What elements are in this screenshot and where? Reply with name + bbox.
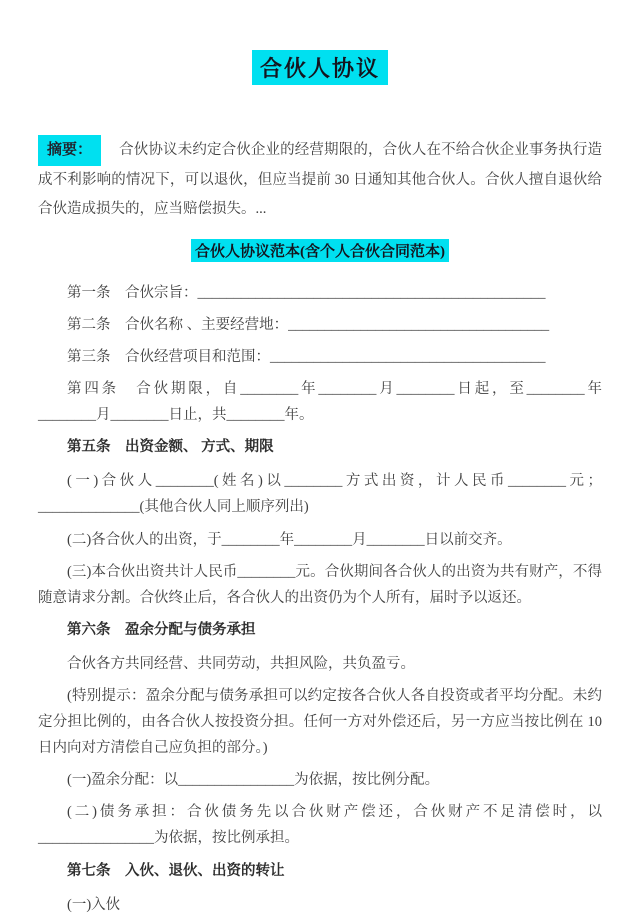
document-title-row: [38, 50, 602, 85]
summary-text: 合伙协议未约定合伙企业的经营期限的，合伙人在不给合伙企业事务执行造成不利影响的情况下，可以退伙，但应当提前 30 日通知其他合伙人。合伙人擅自退伙给合伙造成损失的，应当赔偿损失。...: [38, 142, 602, 217]
para-item-7-1: (一)入伙: [67, 896, 121, 913]
para-item-5-2: (二)各合伙人的出资，于________年________月________日以前交齐。: [67, 531, 512, 548]
para-item-6-1: (一)盈余分配：以________________为依据，按比例分配。: [67, 772, 440, 789]
para-clause-4: 第四条 合伙期限，自________年________月________日起，至________年________月________日止，共________年。: [38, 381, 602, 424]
heading-article-6: 第六条 盈余分配与债务承担: [67, 621, 256, 638]
summary-label: 摘要：: [38, 135, 101, 166]
para-clause-1: 第一条 合伙宗旨：________________________________________________: [67, 284, 546, 301]
document-title: 合伙人协议: [252, 50, 388, 85]
document-subtitle-row: [38, 239, 602, 262]
para-clause-2: 第二条 合伙名称 、主要经营地：____________________________________: [67, 316, 550, 333]
para-clause-3: 第三条 合伙经营项目和范围：______________________________________: [67, 348, 546, 365]
heading-article-5: 第五条 出资金额、 方式、期限: [67, 439, 274, 456]
document-subtitle: 合伙人协议范本(含个人合伙合同范本): [191, 239, 449, 262]
para-body-6-1: 合伙各方共同经营、共同劳动，共担风险，共负盈亏。: [67, 655, 415, 672]
para-item-5-1: (一)合伙人________(姓名)以________方式出资，计人民币________元；______________(其他合伙人同上顺序列出): [38, 473, 602, 516]
heading-article-7: 第七条 入伙、退伙、出资的转让: [67, 862, 285, 879]
para-item-5-3: (三)本合伙出资共计人民币________元。合伙期间各合伙人的出资为共有财产，不得随意请求分割。合伙终止后，各合伙人的出资仍为个人所有，届时予以返还。: [38, 563, 602, 606]
para-note-6: (特别提示：盈余分配与债务承担可以约定按各合伙人各自投资或者平均分配。未约定分担比例的，由各合伙人按投资分担。任何一方对外偿还后，另一方应当按比例在 10 日内向对方清偿自己应负担的部分。): [38, 688, 602, 757]
para-item-6-2: (二)债务承担：合伙债务先以合伙财产偿还，合伙财产不足清偿时，以________________为依据，按比例承担。: [38, 804, 602, 847]
summary-paragraph: [38, 135, 602, 223]
